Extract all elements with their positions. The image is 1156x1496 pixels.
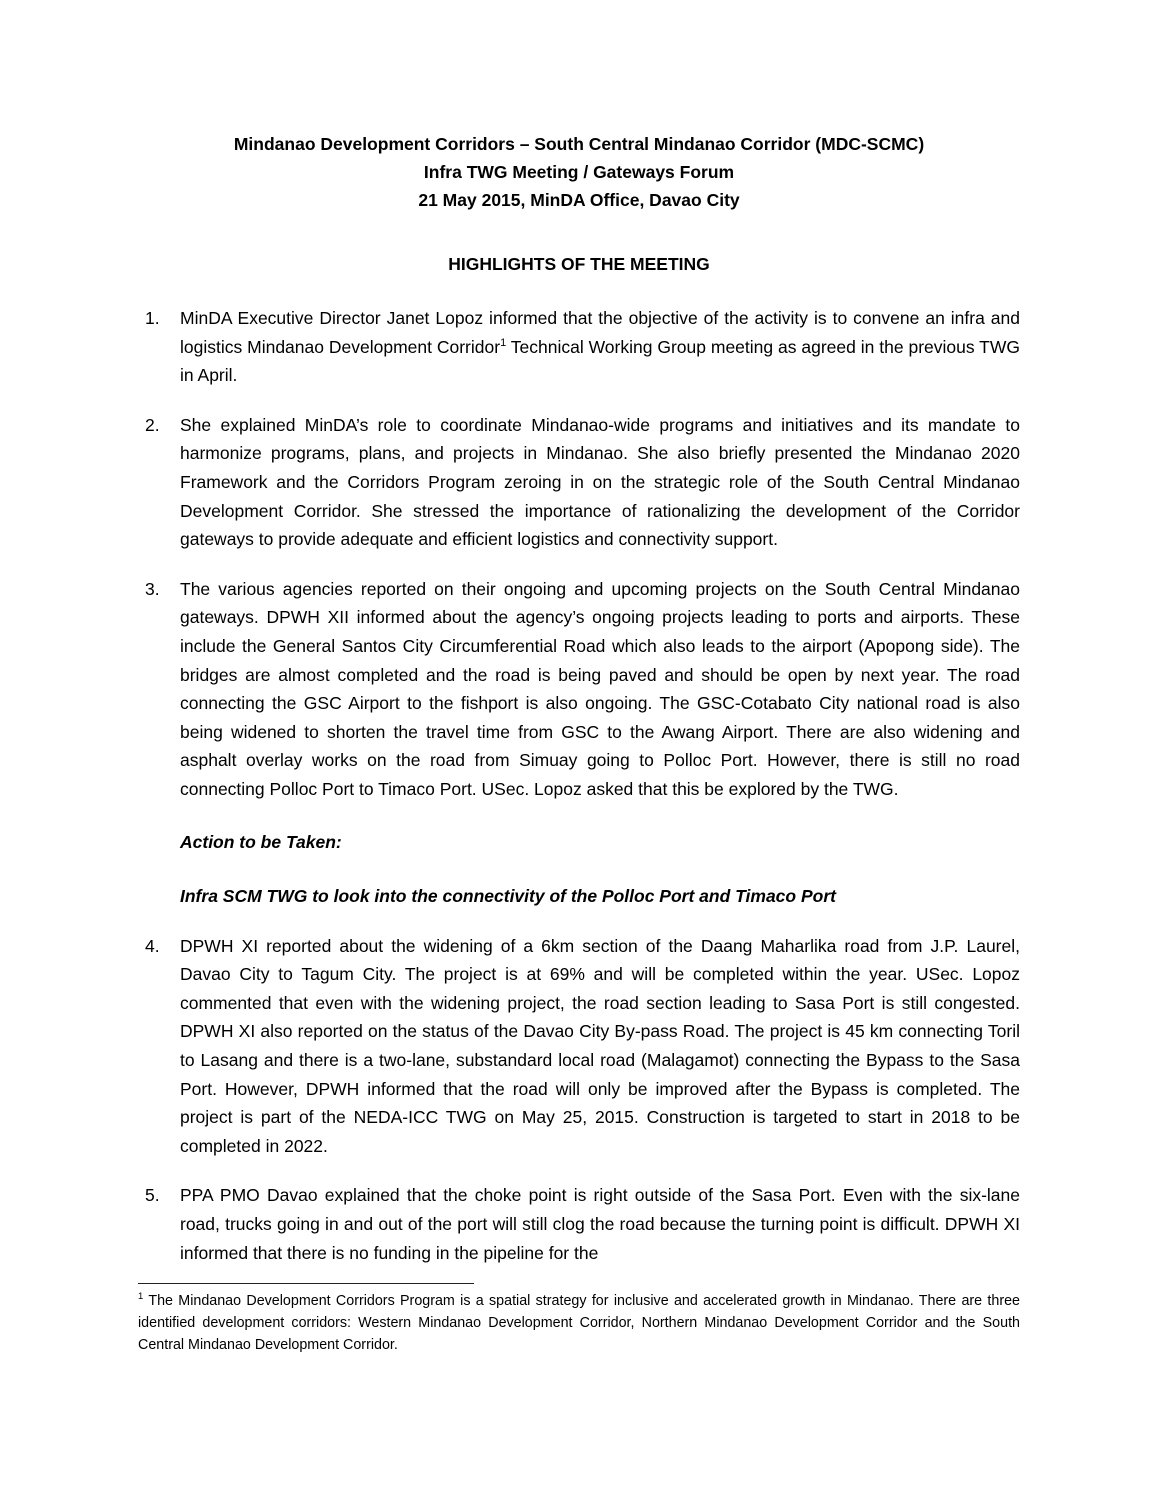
title-line-1: Mindanao Development Corridors – South Central Mindanao Corridor (MDC-SCMC) xyxy=(233,134,925,154)
item-text-1 xyxy=(180,304,1020,390)
item-text-2: She explained MinDA’s role to coordinate Mindanao-wide programs and initiatives and its mandate to harmonize programs, plans, and projects in Mindanao. She also briefly presented the Mindanao 2020 Framework and the Corridors Program zeroing in on the strategic role of the South Central Mindanao Development Corridor. She stressed the importance of rationalizing the development of the Corridor gateways to provide adequate and efficient logistics and connectivity support. xyxy=(180,414,1020,550)
title-line-3: 21 May 2015, MinDA Office, Davao City xyxy=(418,190,740,210)
item-text-1-pre: MinDA Executive Director Janet Lopoz informed that the objective of the activity is to convene an infra and logistics Mindanao Development Corridor xyxy=(180,308,1020,357)
list-item-2 xyxy=(138,411,1020,554)
list-item-3 xyxy=(138,575,1020,804)
footnote-marker: 1 xyxy=(138,1291,144,1303)
document-title xyxy=(138,130,1020,214)
list-item-5 xyxy=(138,1181,1020,1267)
item-number-4: 4. xyxy=(145,935,160,956)
footnote-divider xyxy=(138,1283,474,1284)
title-line-2: Infra TWG Meeting / Gateways Forum xyxy=(423,162,735,182)
item-number-1: 1. xyxy=(145,308,160,328)
section-heading: HIGHLIGHTS OF THE MEETING xyxy=(448,254,710,274)
footnote-section xyxy=(138,1283,1020,1356)
item-text-5: PPA PMO Davao explained that the choke point is right outside of the Sasa Port. Even with the six-lane road, trucks going in and out of the port will still clog the road because the turning point is difficult. DPWH XI informed that there is no funding in the pipeline for the xyxy=(180,1185,1020,1263)
item-number-5: 5. xyxy=(145,1185,160,1206)
item-number-2: 2. xyxy=(145,414,160,435)
action-item-text: Infra SCM TWG to look into the connectivity of the Polloc Port and Timaco Port xyxy=(180,886,836,907)
footnote-ref: 1 xyxy=(500,336,507,349)
footnote-text-block xyxy=(138,1291,1020,1356)
action-heading: Action to be Taken: xyxy=(180,831,342,852)
footnote-text: The Mindanao Development Corridors Program is a spatial strategy for inclusive and accelerated growth in Mindanao. There are three identified development corridors: Western Mindanao Development Corridor, Northern Mindanao Development Corridor and the South Central Mindanao Development Corridor. xyxy=(138,1293,1020,1353)
item-text-3: The various agencies reported on their ongoing and upcoming projects on the South Central Mindanao gateways. DPWH XII informed about the agency’s ongoing projects leading to ports and airports. These include the General Santos City Circumferential Road which also leads to the airport (Apopong side). The bridges are almost completed and the road is being paved and should be open by next year. The road connecting the GSC Airport to the fishport is also ongoing. The GSC-Cotabato City national road is also being widened to shorten the travel time from GSC to the Awang Airport. There are also widening and asphalt overlay works on the road from Simuay going to Polloc Port. However, there is still no road connecting Polloc Port to Timaco Port. USec. Lopoz asked that this be explored by the TWG. xyxy=(180,578,1020,799)
list-item-4 xyxy=(138,932,1020,1161)
item-number-3: 3. xyxy=(145,578,160,599)
item-text-1-post: Technical Working Group meeting as agreed in the previous TWG in April. xyxy=(180,336,1020,386)
list-item-1 xyxy=(138,304,1020,390)
item-text-4: DPWH XI reported about the widening of a 6km section of the Daang Maharlika road from J.P. Laurel, Davao City to Tagum City. The project is at 69% and will be completed within the year. USec. Lopoz commented that even with the widening project, the road section leading to Sasa Port is still congested. DPWH XI also reported on the status of the Davao City By-pass Road. The project is 45 km connecting Toril to Lasang and there is a two-lane, substandard local road (Malagamot) connecting the Bypass to the Sasa Port. However, DPWH informed that the road will only be improved after the Bypass is completed. The project is part of the NEDA-ICC TWG on May 25, 2015. Construction is targeted to start in 2018 to be completed in 2022. xyxy=(180,935,1020,1156)
